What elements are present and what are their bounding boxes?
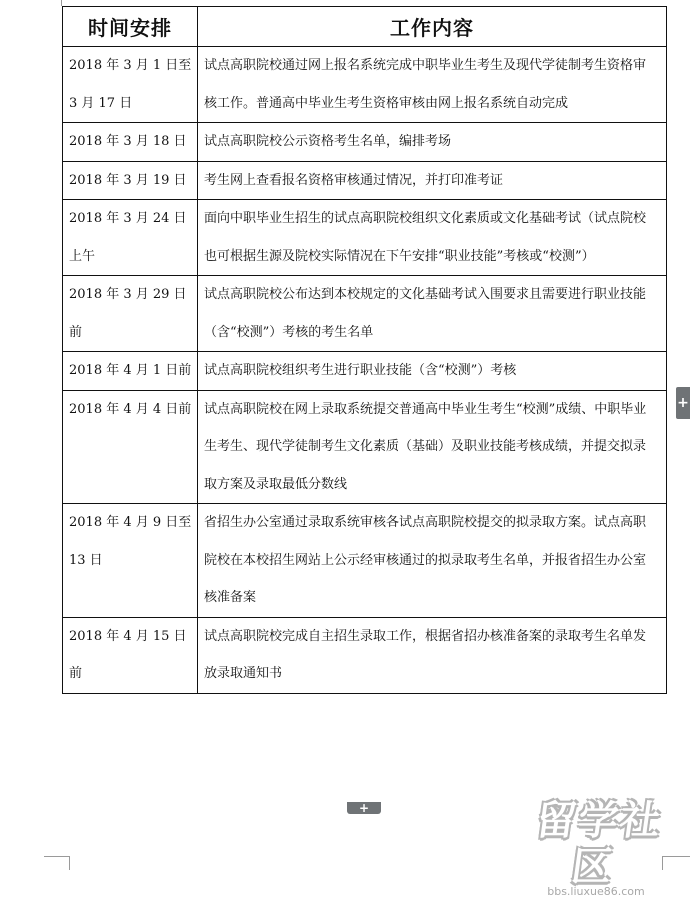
table-row: [63, 47, 667, 123]
content-cell: 试点高职院校组织考生进行职业技能（含“校测”）考核: [198, 352, 667, 391]
add-column-button[interactable]: +: [347, 802, 381, 814]
time-cell: 2018 年 4 月 15 日前: [63, 617, 198, 693]
table-row: [63, 276, 667, 352]
time-cell: 2018 年 3 月 18 日: [63, 123, 198, 162]
time-cell: 2018 年 3 月 29 日前: [63, 276, 198, 352]
table-row: [63, 161, 667, 200]
table-row: [63, 617, 667, 693]
time-cell: 2018 年 3 月 24 日上午: [63, 200, 198, 276]
add-row-button[interactable]: +: [676, 387, 690, 419]
header-time: 时间安排: [63, 7, 198, 47]
table-row: [63, 123, 667, 162]
table-body: [63, 47, 667, 694]
content-cell: 试点高职院校在网上录取系统提交普通高中毕业生考生“校测”成绩、中职毕业生考生、现代学徒制考生文化素质（基础）及职业技能考核成绩，并提交拟录取方案及录取最低分数线: [198, 390, 667, 504]
content-cell: 省招生办公室通过录取系统审核各试点高职院校提交的拟录取方案。试点高职院校在本校招生网站上公示经审核通过的拟录取考生名单，并报省招生办公室核准备案: [198, 504, 667, 618]
watermark-logo: 留学社区: [533, 798, 666, 890]
table-row: [63, 200, 667, 276]
table-row: [63, 504, 667, 618]
watermark-url: bbs.liuxue86.com: [547, 885, 645, 898]
schedule-table: [62, 6, 667, 694]
table-row: [63, 352, 667, 391]
page-corner-mark-bottom-left-h: [44, 856, 70, 857]
content-cell: 试点高职院校完成自主招生录取工作，根据省招办核准备案的录取考生名单发放录取通知书: [198, 617, 667, 693]
content-cell: 试点高职院校公示资格考生名单，编排考场: [198, 123, 667, 162]
page-corner-mark-bottom-left-v: [69, 856, 70, 870]
time-cell: 2018 年 3 月 19 日: [63, 161, 198, 200]
content-cell: 试点高职院校通过网上报名系统完成中职毕业生考生及现代学徒制考生资格审核工作。普通高中毕业生考生资格审核由网上报名系统自动完成: [198, 47, 667, 123]
time-cell: 2018 年 4 月 4 日前: [63, 390, 198, 504]
header-content: 工作内容: [198, 7, 667, 47]
watermark: [516, 798, 676, 898]
time-cell: 2018 年 4 月 1 日前: [63, 352, 198, 391]
content-cell: 面向中职毕业生招生的试点高职院校组织文化素质或文化基础考试（试点院校也可根据生源及院校实际情况在下午安排“职业技能”考核或“校测”）: [198, 200, 667, 276]
content-cell: 试点高职院校公布达到本校规定的文化基础考试入围要求且需要进行职业技能（含“校测”）考核的考生名单: [198, 276, 667, 352]
table-row: [63, 390, 667, 504]
time-cell: 2018 年 3 月 1 日至 3 月 17 日: [63, 47, 198, 123]
content-cell: 考生网上查看报名资格审核通过情况，并打印准考证: [198, 161, 667, 200]
table-header-row: [63, 7, 667, 47]
time-cell: 2018 年 4 月 9 日至 13 日: [63, 504, 198, 618]
